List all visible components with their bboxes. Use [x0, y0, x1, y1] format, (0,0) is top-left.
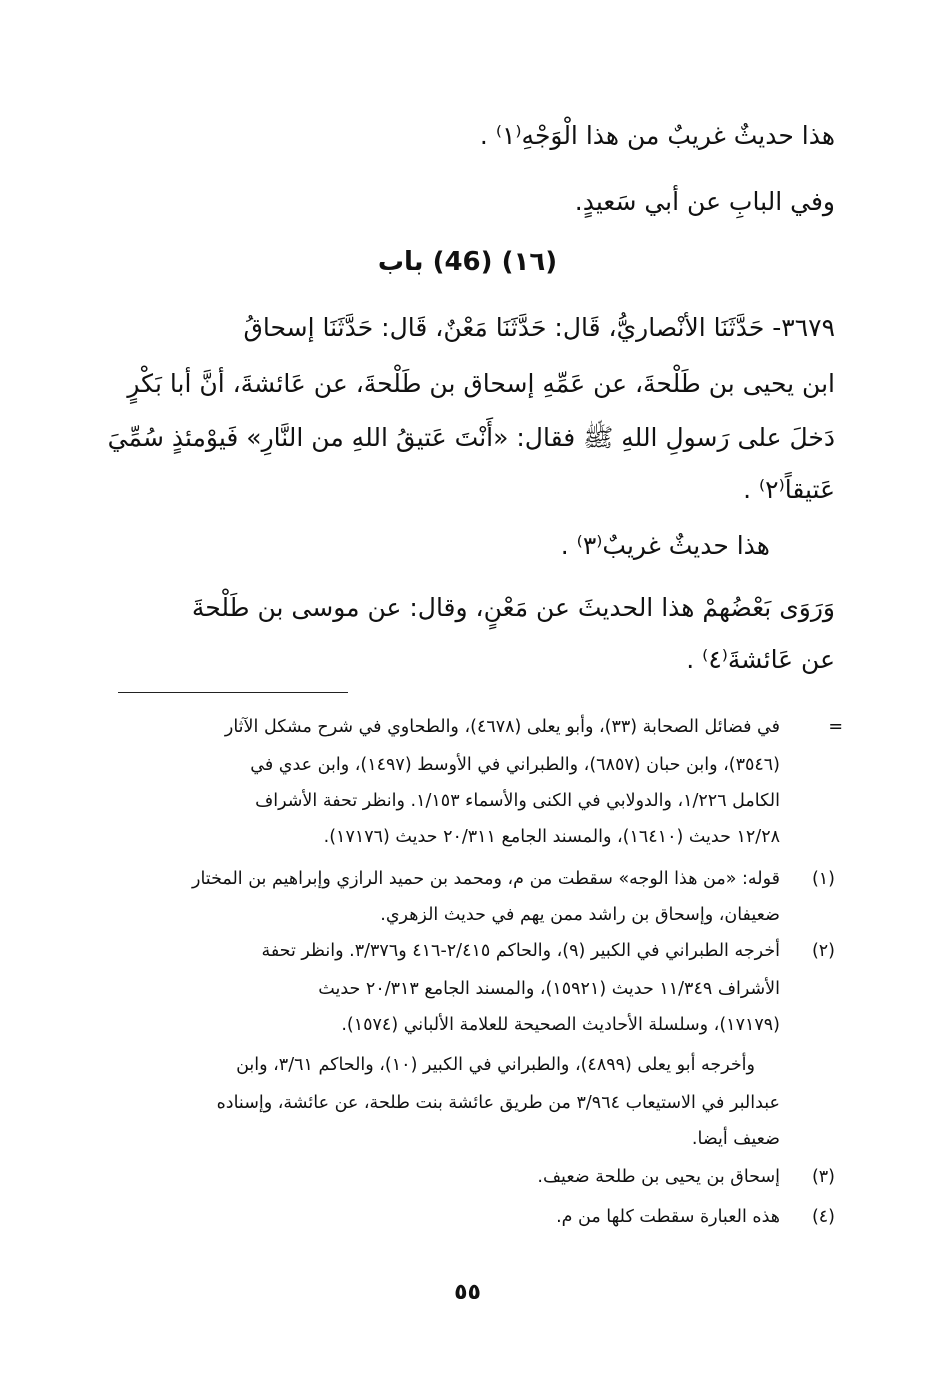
chapter-title: (١٦) (46) باب: [377, 247, 558, 277]
footnote-marker: (٣): [811, 1167, 835, 1187]
footnote-line: (٣٥٤٦)، وابن حبان (٦٨٥٧)، والطبراني في الأوسط (١٤٩٧)، وابن عدي في: [250, 755, 780, 775]
main-text-line: وَرَوَى بَعْضُهمْ هذا الحديثَ عن مَعْنٍ، وقال: عن موسى بن طَلْحةَ: [191, 593, 835, 622]
footnote-line: الأشراف ١١/٣٤٩ حديث (١٥٩٢١)، والمسند الجامع ٢٠/٣١٣ حديث: [318, 979, 780, 999]
footnote-line: (١٧١٧٩)، وسلسلة الأحاديث الصحيحة للعلامة الألباني (١٥٧٤).: [341, 1015, 780, 1035]
main-text-line: وفي البابِ عن أبي سَعيدٍ.: [574, 187, 835, 216]
footnote-line: أخرجه الطبراني في الكبير (٩)، والحاكم ٢/٤١٥-٤١٦ و٣/٣٧٦. وانظر تحفة: [261, 941, 780, 961]
main-text-line: هذا حديثٌ غريبٌ من هذا الْوَجْهِ⁽١⁾ .: [479, 121, 835, 150]
footnote-separator: [118, 692, 348, 693]
footnote-marker: (١): [811, 869, 835, 889]
footnote-line: إسحاق بن يحيى بن طلحة ضعيف.: [537, 1167, 780, 1187]
footnote-line: قوله: «من هذا الوجه» سقطت من م، ومحمد بن حميد الرازي وإبراهيم بن المختار: [192, 869, 780, 889]
footnote-marker: (٢): [811, 941, 835, 961]
footnote-line: هذه العبارة سقطت كلها من م.: [556, 1207, 780, 1227]
hadith-text-line: دَخلَ على رَسولِ اللهِ ﷺ فقال: «أَنْتَ عَتيقُ اللهِ من النَّارِ» فَيوْمئذٍ سُمِّيَ: [107, 423, 835, 452]
footnote-marker: (٤): [811, 1207, 835, 1227]
footnote-line: ضعيف أيضا.: [691, 1129, 780, 1149]
hadith-text-line: ٣٦٧٩- حَدَّثَنَا الأنْصاريُّ، قَال: حَدَّثَنَا مَعْنٌ، قَال: حَدَّثَنَا إسحاقُ: [243, 313, 835, 342]
footnote-continuation-marker: =: [828, 717, 843, 737]
hadith-text-line: عَتيقاً⁽٢⁾ .: [743, 475, 835, 504]
main-text-line: هذا حديثٌ غريبٌ⁽٣⁾ .: [560, 531, 770, 560]
footnote-line: عبدالبر في الاستيعاب ٣/٩٦٤ من طريق عائشة بنت طلحة، عن عائشة، وإسناده: [216, 1093, 780, 1113]
footnote-line: وأخرجه أبو يعلى (٤٨٩٩)، والطبراني في الكبير (١٠)، والحاكم ٣/٦١، وابن: [236, 1055, 755, 1075]
footnote-line: في فضائل الصحابة (٣٣)، وأبو يعلى (٤٦٧٨)، والطحاوي في شرح مشكل الآثار: [224, 717, 780, 737]
footnote-line: الكامل ١/٢٢٦، والدولابي في الكنى والأسماء ١/١٥٣. وانظر تحفة الأشراف: [255, 791, 780, 811]
page-number: ٥٥: [454, 1280, 481, 1305]
hadith-text-line: ابن يحيى بن طَلْحةَ، عن عَمِّهِ إسحاق بن طَلْحةَ، عن عَائشةَ، أنَّ أبا بَكْرٍ: [127, 369, 835, 398]
footnote-line: ضعيفان، وإسحاق بن راشد ممن يهم في حديث الزهري.: [380, 905, 780, 925]
main-text-line: عن عَائشةَ⁽٤⁾ .: [686, 645, 835, 674]
footnote-line: ١٢/٢٨ حديث (١٦٤١٠)، والمسند الجامع ٢٠/٣١١ حديث (١٧١٧٦).: [323, 827, 780, 847]
